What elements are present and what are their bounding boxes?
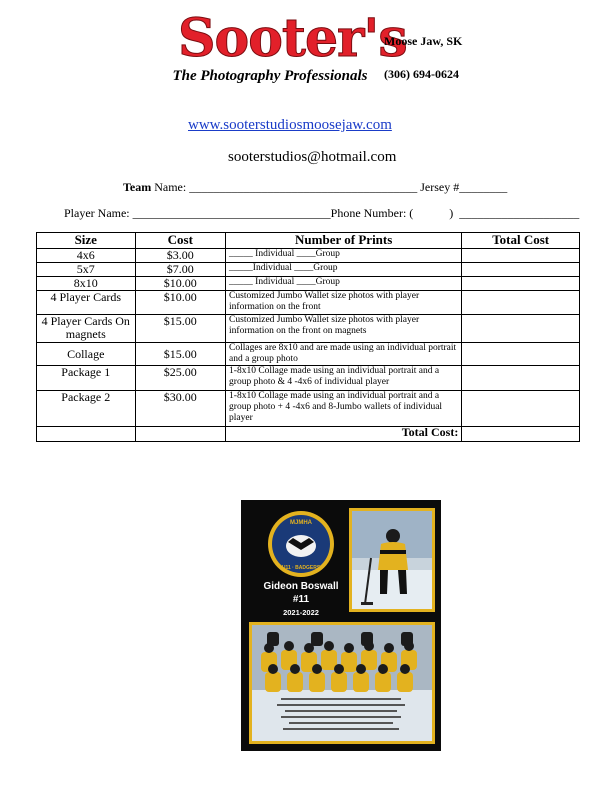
size-cell: Package 1 [37, 366, 136, 391]
header-cost: Cost [135, 233, 226, 249]
player-name-line: Player Name: _________________________________Phone Number: ( ) ____________________ [64, 206, 580, 220]
cost-cell: $25.00 [135, 366, 226, 391]
team-line-rest: Name: ______________________________________ Jersey #________ [151, 180, 508, 194]
svg-text:MJMHA: MJMHA [290, 520, 312, 526]
table-header-row [37, 233, 580, 249]
grand-total-cell[interactable] [462, 427, 580, 442]
total-cell[interactable] [462, 343, 580, 366]
prints-cell: Collages are 8x10 and are made using an individual portrait and a group photo [226, 343, 462, 366]
phone-text: (306) 694-0624 [384, 67, 459, 81]
email-text: sooterstudios@hotmail.com [228, 149, 397, 165]
sample-collage-image [241, 500, 441, 751]
prints-cell: Customized Jumbo Wallet size photos with player information on the front [226, 291, 462, 315]
size-cell: 8x10 [37, 277, 136, 291]
size-cell: 5x7 [37, 263, 136, 277]
svg-text:U11 · BADGERS: U11 · BADGERS [281, 565, 321, 571]
prints-cell[interactable]: _____ Individual ____Group [226, 249, 462, 263]
size-cell: Package 2 [37, 391, 136, 427]
total-cost-label: Total Cost: [226, 427, 462, 442]
size-cell: 4 Player Cards [37, 291, 136, 315]
total-cell[interactable] [462, 391, 580, 427]
total-cell[interactable] [462, 315, 580, 343]
cost-cell: $3.00 [135, 249, 226, 263]
cost-cell: $15.00 [135, 315, 226, 343]
svg-text:#11: #11 [292, 594, 310, 605]
prints-cell: 1-8x10 Collage made using an individual portrait and a group photo & 4 -4x6 of individual player [226, 366, 462, 391]
team-name-line [123, 180, 507, 195]
size-cell: Collage [37, 343, 136, 366]
header-total: Total Cost [462, 233, 580, 249]
total-cell[interactable] [462, 291, 580, 315]
header-size: Size [37, 233, 136, 249]
size-cell: 4x6 [37, 249, 136, 263]
table-row [37, 366, 580, 391]
price-table [36, 232, 580, 442]
cost-cell: $30.00 [135, 391, 226, 427]
prints-cell: 1-8x10 Collage made using an individual portrait and a group photo + 4 -4x6 and 8-Jumbo wallets of individual player [226, 391, 462, 427]
cost-cell: $7.00 [135, 263, 226, 277]
sooters-logo: Sooter's [178, 8, 407, 69]
table-row [37, 263, 580, 277]
total-cell[interactable] [462, 277, 580, 291]
prints-cell: Customized Jumbo Wallet size photos with player information on the front on magnets [226, 315, 462, 343]
table-row [37, 291, 580, 315]
website-link[interactable]: www.sooterstudiosmoosejaw.com [188, 117, 392, 133]
team-label: Team [123, 180, 152, 194]
table-row [37, 315, 580, 343]
svg-text:Gideon Boswall: Gideon Boswall [263, 581, 339, 592]
badger-badge-icon [268, 511, 334, 577]
location-text: Moose Jaw, SK [384, 34, 463, 48]
cost-cell: $15.00 [135, 343, 226, 366]
total-cell[interactable] [462, 263, 580, 277]
table-row [37, 391, 580, 427]
collage-artwork [241, 500, 441, 751]
total-row [37, 427, 580, 442]
table-row [37, 249, 580, 263]
total-cell[interactable] [462, 249, 580, 263]
cost-cell: $10.00 [135, 277, 226, 291]
total-cell[interactable] [462, 366, 580, 391]
size-cell: 4 Player Cards On magnets [37, 315, 136, 343]
prints-cell[interactable]: _____Individual ____Group [226, 263, 462, 277]
cost-cell: $10.00 [135, 291, 226, 315]
svg-text:2021-2022: 2021-2022 [283, 608, 319, 617]
header-prints: Number of Prints [226, 233, 462, 249]
table-row [37, 277, 580, 291]
logo-tagline: The Photography Professionals [172, 68, 368, 84]
table-row [37, 343, 580, 366]
prints-cell[interactable]: _____ Individual ____Group [226, 277, 462, 291]
